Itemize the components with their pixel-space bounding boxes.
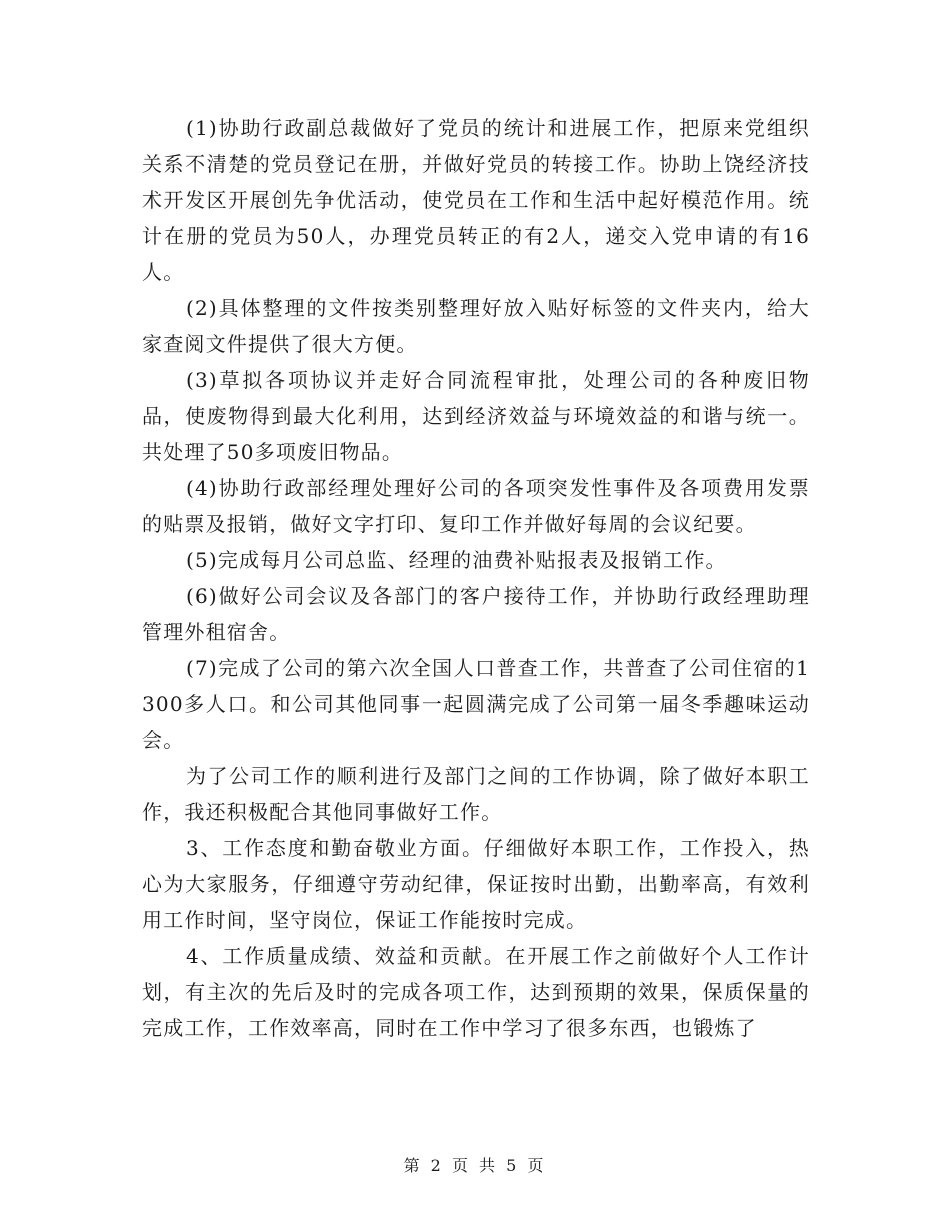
paragraph-3: (3)草拟各项协议并走好合同流程审批，处理公司的各种废旧物品，使废物得到最大化利用，达到经济效益与环境效益的和谐与统一。共处理了50多项废旧物品。 [142,368,810,464]
document-body [142,110,810,1046]
paragraph-8: 为了公司工作的顺利进行及部门之间的工作协调，除了做好本职工作，我还积极配合其他同事做好工作。 [142,764,810,824]
paragraph-7: (7)完成了公司的第六次全国人口普查工作，共普查了公司住宿的1300多人口。和公司其他同事一起圆满完成了公司第一届冬季趣味运动会。 [142,656,810,752]
paragraph-4: (4)协助行政部经理处理好公司的各项突发性事件及各项费用发票的贴票及报销，做好文字打印、复印工作并做好每周的会议纪要。 [142,476,810,536]
paragraph-2: (2)具体整理的文件按类别整理好放入贴好标签的文件夹内，给大家查阅文件提供了很大方便。 [142,296,810,356]
paragraph-6: (6)做好公司会议及各部门的客户接待工作，并协助行政经理助理管理外租宿舍。 [142,584,810,644]
paragraph-1: (1)协助行政副总裁做好了党员的统计和进展工作，把原来党组织关系不清楚的党员登记在册，并做好党员的转接工作。协助上饶经济技术开发区开展创先争优活动，使党员在工作和生活中起好模范作用。统计在册的党员为50人，办理党员转正的有2人，递交入党申请的有16人。 [142,116,810,284]
page-number-footer: 第 2 页 共 5 页 [403,1156,547,1175]
paragraph-9: 3、工作态度和勤奋敬业方面。仔细做好本职工作，工作投入，热心为大家服务，仔细遵守劳动纪律，保证按时出勤，出勤率高，有效利用工作时间，坚守岗位，保证工作能按时完成。 [142,836,810,932]
paragraph-10: 4、工作质量成绩、效益和贡献。在开展工作之前做好个人工作计划，有主次的先后及时的完成各项工作，达到预期的效果，保质保量的完成工作，工作效率高，同时在工作中学习了很多东西，也锻炼了 [142,944,810,1040]
paragraph-5: (5)完成每月公司总监、经理的油费补贴报表及报销工作。 [186,548,727,572]
